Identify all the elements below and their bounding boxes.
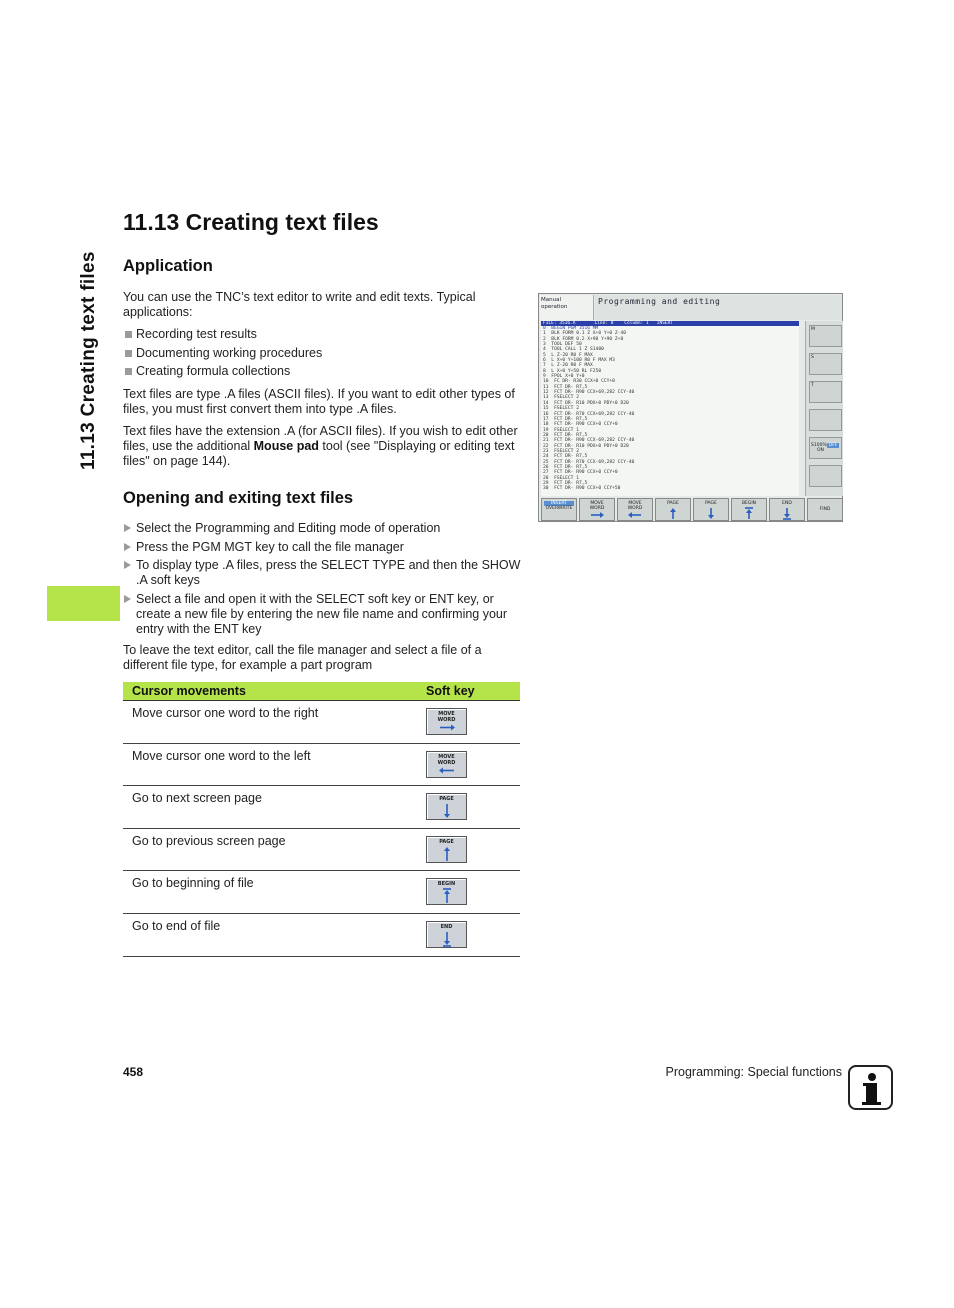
header-cursor-movements: Cursor movements xyxy=(132,684,246,698)
row-description: Go to beginning of file xyxy=(132,876,254,891)
off-label: OFF xyxy=(828,443,838,448)
arrow-down-icon xyxy=(427,803,466,819)
arrow-down-bar-icon xyxy=(427,931,466,947)
screen-program-listing xyxy=(541,326,799,496)
opening-steps xyxy=(123,521,521,640)
program-line: 0 BEGIN PGM 3516 MM xyxy=(543,326,599,331)
arrow-right-icon xyxy=(580,512,614,518)
screen-softkey[interactable]: MOVE WORD xyxy=(617,498,653,521)
program-line: 24 FCT DR- R7,5 xyxy=(543,454,588,460)
application-list xyxy=(123,327,521,383)
screen-softkey[interactable]: END xyxy=(769,498,805,521)
screen-file-header: FILE: 3516.A Line: 0 Column: 1 INSERT xyxy=(541,321,799,326)
screen-sidebar xyxy=(805,321,843,496)
page-number: 458 xyxy=(123,1065,144,1079)
program-line: 7 L Z-20 R0 F MAX xyxy=(543,363,593,369)
table-row xyxy=(123,914,520,957)
softkey-image: END xyxy=(426,921,467,948)
arrow-left-icon xyxy=(618,512,652,518)
program-line: 23 FSELECT 2 xyxy=(543,448,579,454)
table-row xyxy=(123,829,520,872)
application-intro: You can use the TNC’s text editor to write and edit texts. Typical applications: xyxy=(123,290,476,319)
screen-softkey[interactable]: PAGE xyxy=(693,498,729,521)
cursor-movements-table xyxy=(123,682,520,957)
screen-softkey[interactable]: BEGIN xyxy=(731,498,767,521)
program-line: 16 FCT DR- R70 CCX+69,282 CCY-40 xyxy=(543,411,635,417)
side-running-title: 11.13 Creating text files xyxy=(78,251,99,470)
table-row xyxy=(123,701,520,744)
screen-side-key[interactable]: T xyxy=(809,381,842,403)
arrow-up-icon xyxy=(656,507,690,520)
opening-heading: Opening and exiting text files xyxy=(123,489,354,507)
leave-paragraph: To leave the text editor, call the file manager and select a file of a different file type, for example a part program xyxy=(123,643,482,672)
program-line: 2 BLK FORM 0.2 X+90 Y+90 Z+0 xyxy=(543,336,624,342)
screen-softkey[interactable]: MOVE WORD xyxy=(579,498,615,521)
softkey-image: MOVE WORD xyxy=(426,708,467,735)
program-line: 15 FSELECT 2 xyxy=(543,406,579,412)
on-label: ON xyxy=(817,448,824,453)
arrow-down-bar-icon xyxy=(770,507,804,520)
row-description: Go to previous screen page xyxy=(132,833,286,848)
program-line: 5 L Z-20 R0 F MAX xyxy=(543,352,593,358)
program-line: 6 L X+0 Y+100 R0 F MAX M3 xyxy=(543,358,615,364)
table-body xyxy=(123,701,520,957)
table-row xyxy=(123,744,520,787)
program-line: 11 FCT DR- R7,5 xyxy=(543,384,588,390)
program-line: 14 FCT DR- R10 PDX+0 PDY+0 D20 xyxy=(543,400,629,406)
screen-softkey-bar xyxy=(540,498,842,522)
footer-section: Programming: Special functions xyxy=(665,1065,842,1079)
program-line: 8 L X+0 Y+50 RL F250 xyxy=(543,368,602,374)
row-description: Go to next screen page xyxy=(132,791,262,806)
step-item: Select a file and open it with the SELECT soft key or ENT key, or create a new file by entering the new file name and confirming your entry with the ENT key xyxy=(123,592,521,637)
screen-title: Programming and editing xyxy=(595,295,842,320)
table-row xyxy=(123,871,520,914)
ascii-paragraph: Text files are type .A files (ASCII files). If you want to edit other types of files, you must first convert them into type .A files. xyxy=(123,387,515,416)
info-icon xyxy=(848,1065,893,1110)
arrow-up-bar-icon xyxy=(427,888,466,904)
step-item: To display type .A files, press the SELECT TYPE and then the SHOW .A soft keys xyxy=(123,558,521,588)
tnc-screen xyxy=(538,293,843,522)
program-line: 20 FCT DR- R7,5 xyxy=(543,432,588,438)
softkey-image: PAGE xyxy=(426,793,467,820)
program-line: 21 FCT DR- R90 CCX-69,282 CCY-40 xyxy=(543,438,635,444)
softkey-image: BEGIN xyxy=(426,878,467,905)
program-line: 17 FCT DR- R7,5 xyxy=(543,416,588,422)
screen-side-key[interactable]: M xyxy=(809,325,842,347)
program-line: 26 FCT DR- R7,5 xyxy=(543,464,588,470)
softkey-image: MOVE WORD xyxy=(426,751,467,778)
chapter-tab xyxy=(47,586,120,621)
list-item: Documenting working procedures xyxy=(123,346,521,365)
program-line: 25 FCT DR- R70 CCX-69,282 CCY-40 xyxy=(543,459,635,465)
softkey-image: PAGE xyxy=(426,836,467,863)
row-description: Move cursor one word to the left xyxy=(132,748,311,763)
arrow-up-icon xyxy=(427,846,466,862)
program-line: 13 FSELECT 2 xyxy=(543,395,579,401)
page-title: 11.13 Creating text files xyxy=(123,209,379,235)
screen-softkey[interactable]: PAGE xyxy=(655,498,691,521)
row-description: Go to end of file xyxy=(132,918,221,933)
program-line: 27 FCT DR- R90 CCX+0 CCY+0 xyxy=(543,470,618,476)
list-item: Creating formula collections xyxy=(123,364,521,383)
table-row xyxy=(123,786,520,829)
step-item: Select the Programming and Editing mode of operation xyxy=(123,521,521,536)
screen-softkey[interactable]: INSERT OVERWRITE xyxy=(541,498,577,521)
program-line: 3 TOOL DEF 50 xyxy=(543,342,582,348)
program-line: 22 FCT DR- R10 PDX+0 PDY+0 D20 xyxy=(543,443,629,449)
program-line: 29 FCT DR- R7,5 xyxy=(543,480,588,486)
mouse-pad-term: Mouse pad xyxy=(253,439,319,453)
screen-mode-label: Manual operation xyxy=(540,295,594,320)
program-line: 30 FCT DR- R90 CCX+0 CCY+50 xyxy=(543,486,621,492)
arrow-right-icon xyxy=(427,724,466,731)
screen-side-key[interactable] xyxy=(809,409,842,431)
screen-softkey[interactable]: FIND xyxy=(807,498,843,521)
application-heading: Application xyxy=(123,257,213,275)
arrow-down-icon xyxy=(694,507,728,520)
arrow-left-icon xyxy=(427,767,466,774)
header-soft-key: Soft key xyxy=(426,684,475,698)
list-item: Recording test results xyxy=(123,327,521,346)
extension-paragraph: Text files have the extension .A (for ASCII files). If you wish to edit other files, use the additional Mouse pad tool (see "Displaying or editing text files" on page 144). xyxy=(123,424,518,468)
arrow-up-bar-icon xyxy=(732,507,766,520)
row-description: Move cursor one word to the right xyxy=(132,706,319,720)
screen-side-key[interactable]: S xyxy=(809,353,842,375)
program-line: 4 TOOL CALL 1 Z S1400 xyxy=(543,347,604,353)
program-line: 1 BLK FORM 0.1 Z X+0 Y+0 Z-40 xyxy=(543,331,626,337)
program-line: 9 FPOL X+0 Y+0 xyxy=(543,374,585,380)
step-item: Press the PGM MGT key to call the file manager xyxy=(123,540,521,555)
table-header xyxy=(123,682,520,701)
program-line: 19 FSELECT 1 xyxy=(543,427,579,433)
program-line: 18 FCT DR- R90 CCX+0 CCY+0 xyxy=(543,422,618,428)
program-line: 28 FSELECT 1 xyxy=(543,475,579,481)
screen-side-key[interactable] xyxy=(809,465,842,487)
screen-side-key[interactable]: S100% OFFON xyxy=(809,437,842,459)
program-line: 10 FC DR- R30 CCX+0 CCY+0 xyxy=(543,379,615,385)
program-line: 12 FCT DR- R90 CCX+69,282 CCY-40 xyxy=(543,390,635,396)
